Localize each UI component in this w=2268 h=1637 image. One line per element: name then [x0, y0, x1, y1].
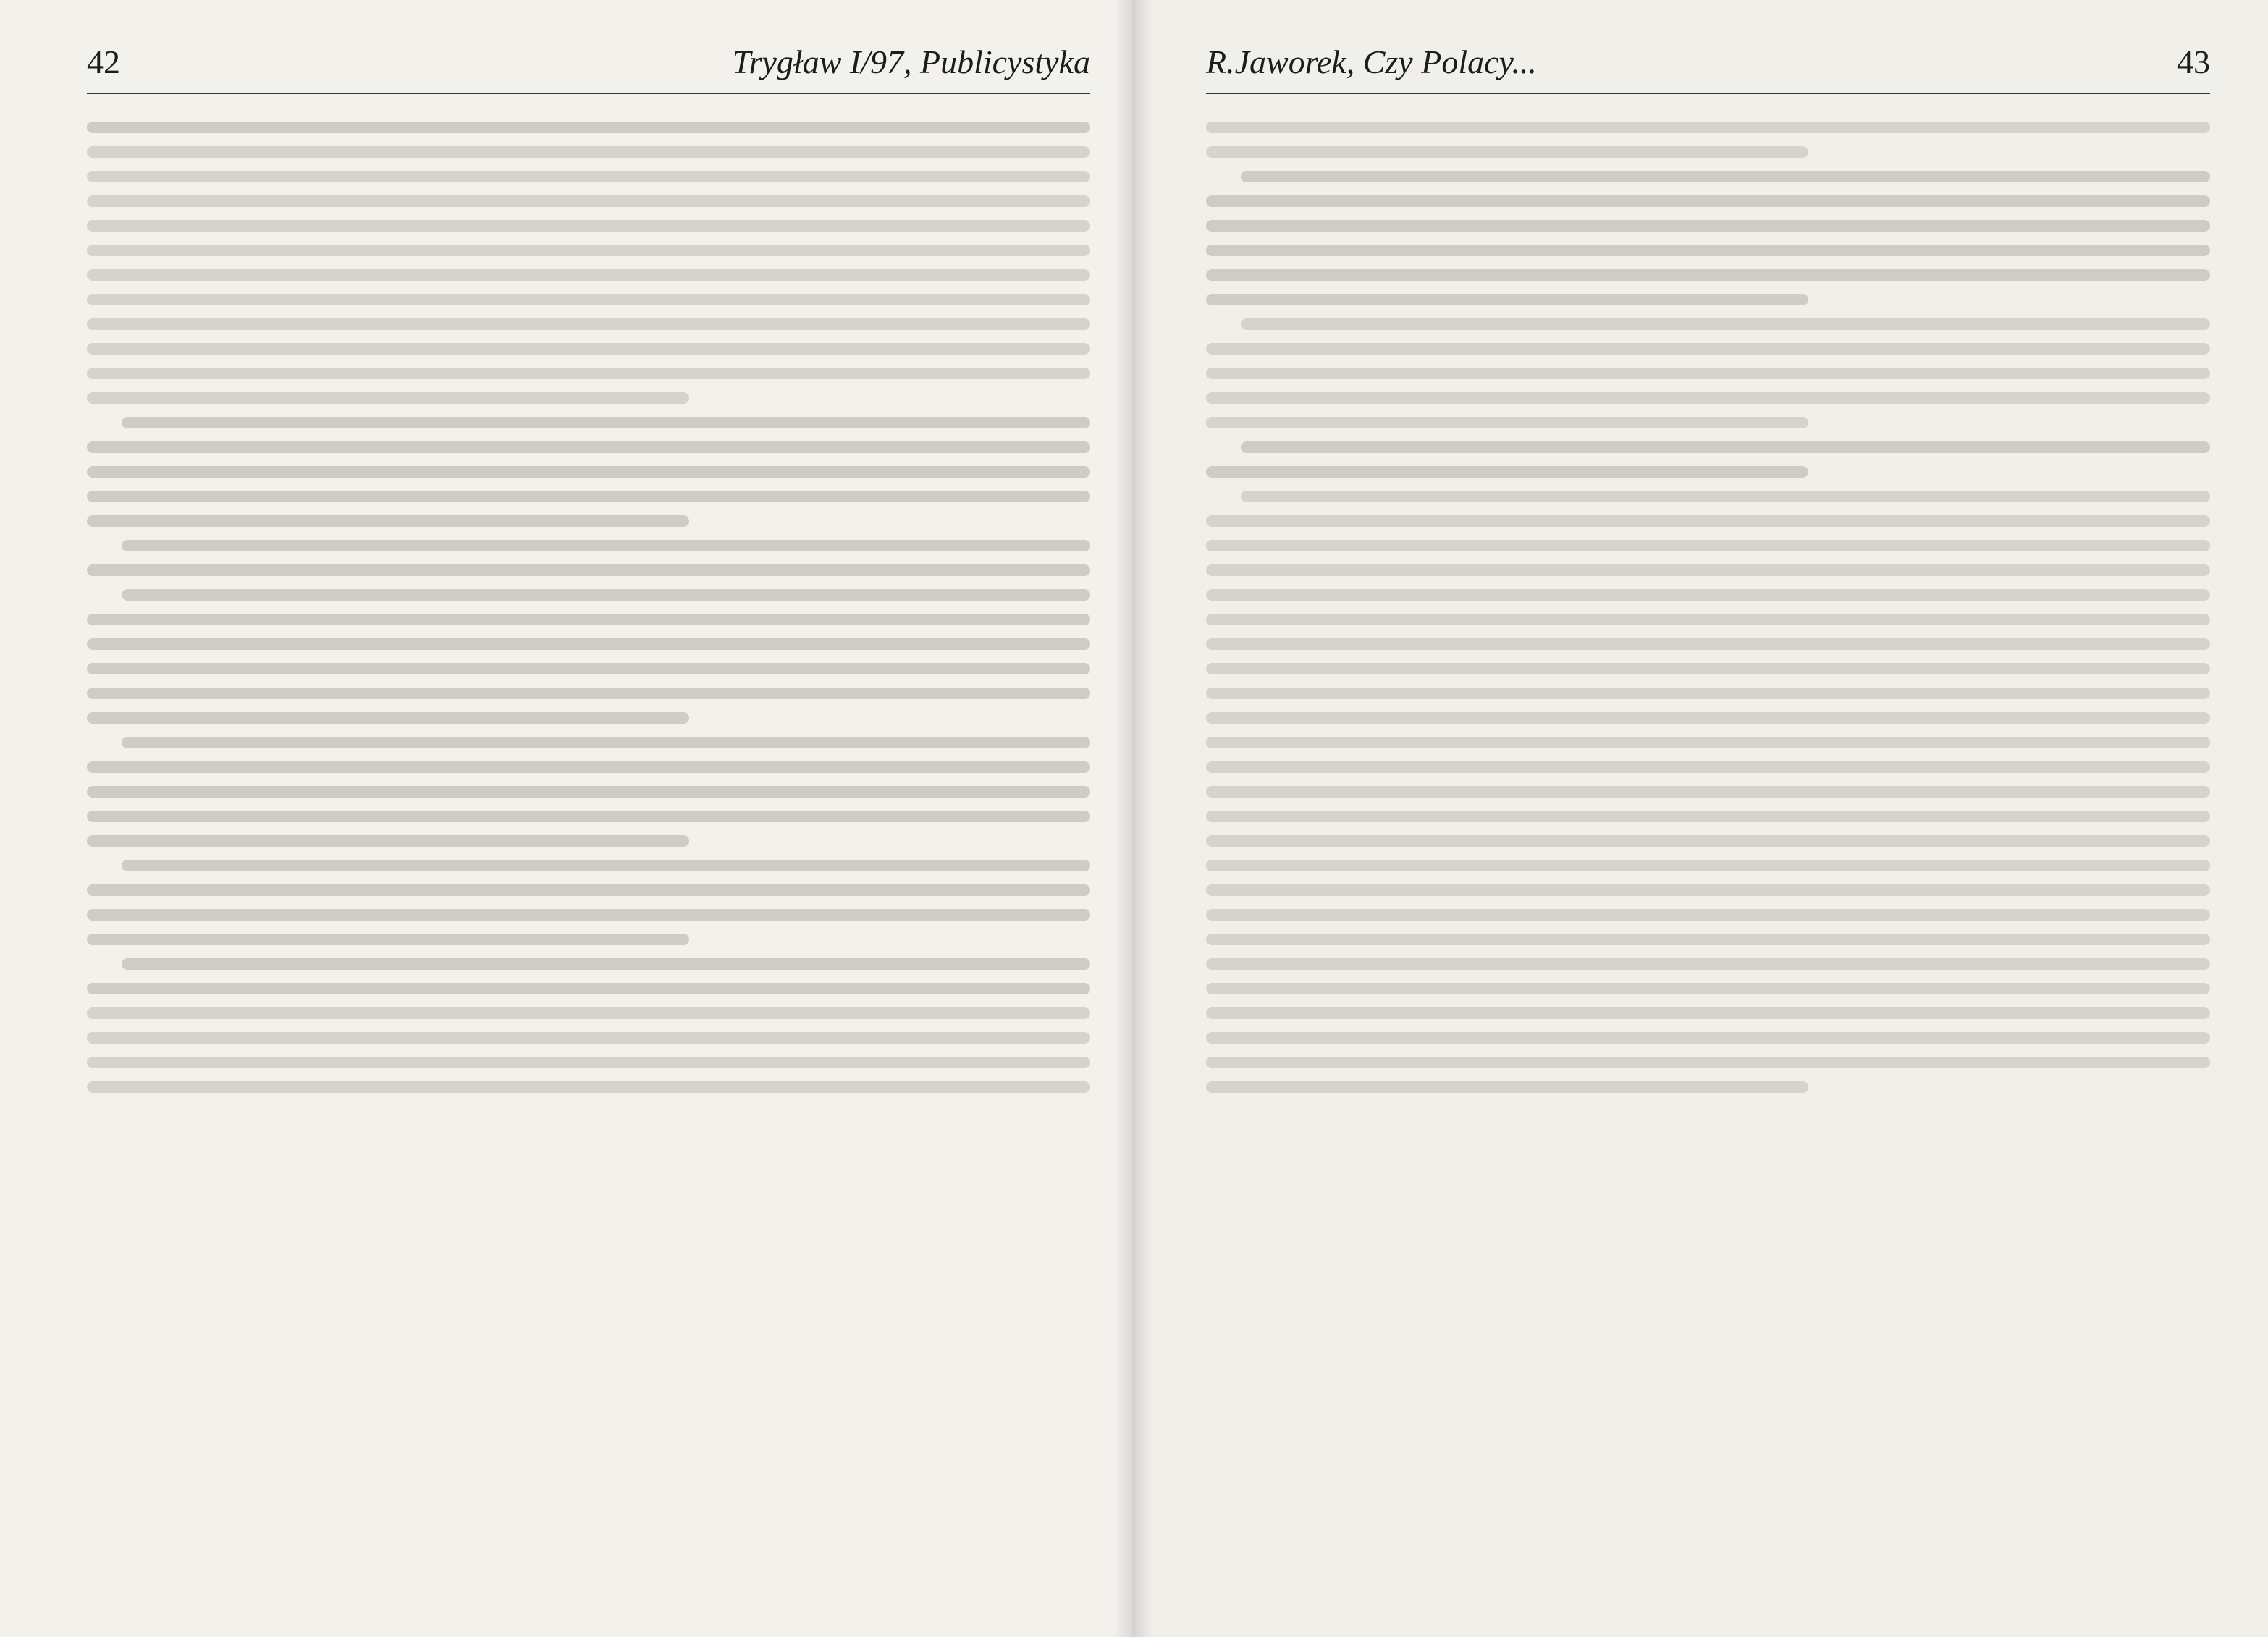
page-number: 43	[2177, 43, 2210, 80]
header-rule	[1206, 93, 2210, 94]
book-gutter	[1115, 0, 1152, 1637]
right-page	[1134, 0, 2268, 1637]
body-text	[1206, 109, 2210, 1572]
header-rule	[87, 93, 1090, 94]
running-title: R.Jaworek, Czy Polacy...	[1206, 43, 1537, 80]
running-head	[1206, 36, 2210, 87]
running-head	[87, 36, 1090, 87]
body-text	[87, 109, 1090, 1572]
page-number: 42	[87, 43, 120, 80]
running-title: Trygław I/97, Publicystyka	[732, 43, 1090, 80]
